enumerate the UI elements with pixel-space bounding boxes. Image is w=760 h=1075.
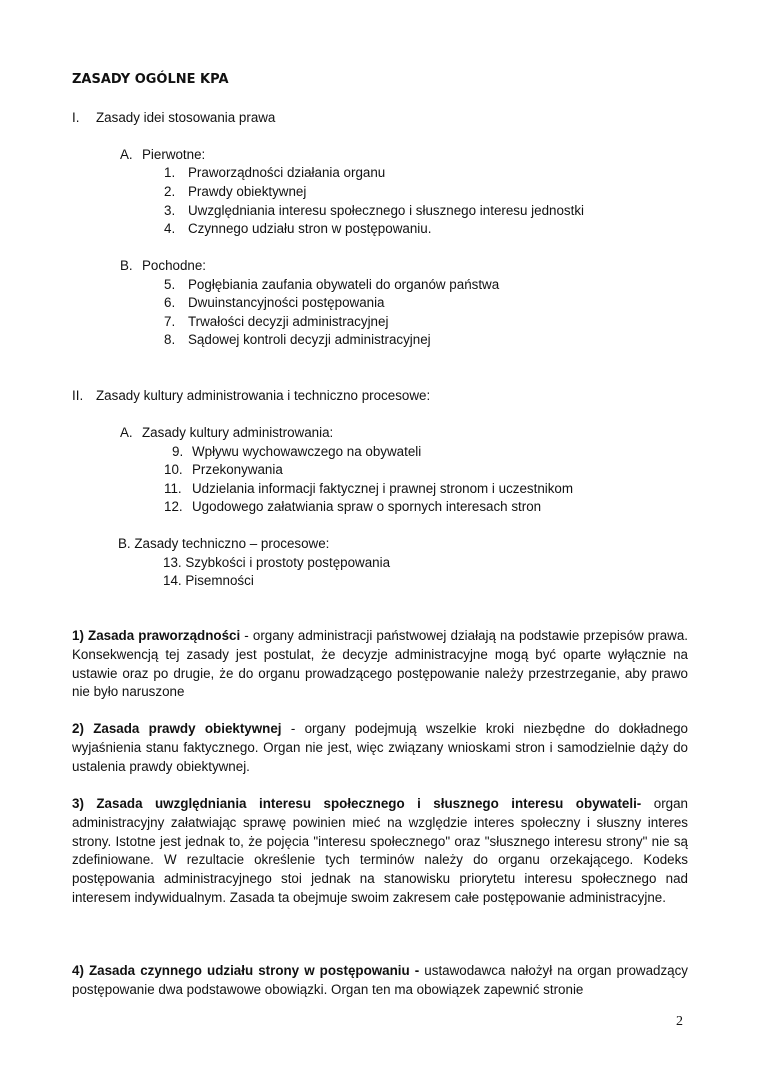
section-2-group-a-title: Zasady kultury administrowania: [142,425,334,440]
list-item-number: 10. [164,462,183,477]
paragraph-body: ustawodawca nałożył na organ prowadzący postępowanie dwa podstawowe obowiązki. Organ ten ma obowiązek zapewnić stronie [72,963,688,997]
list-item-number: 1. [164,165,176,180]
section-1-group-b-title: Pochodne: [142,258,207,273]
list-item-text: Prawdy obiektywnej [188,184,307,199]
principle-paragraph-3 [72,795,688,908]
list-item-number: 8. [164,332,176,347]
list-item-text: Trwałości decyzji administracyjnej [188,314,389,329]
list-item: 13. Szybkości i prostoty postępowania [163,555,391,570]
list-item-text: Uwzględniania interesu społecznego i słusznego interesu jednostki [188,203,585,218]
section-2-group-a-letter: A. [120,425,133,440]
section-1-group-a-title: Pierwotne: [142,147,206,162]
principle-paragraph-1 [72,627,688,702]
list-item-number: 2. [164,184,176,199]
list-item-number: 6. [164,295,176,310]
list-item-text: Ugodowego załatwiania spraw o spornych interesach stron [192,499,542,514]
list-item-number: 5. [164,277,176,292]
page-number: 2 [676,1014,683,1029]
section-1-title: Zasady idei stosowania prawa [96,110,276,125]
paragraph-body: - organy administracji państwowej działają na podstawie przepisów prawa. Konsekwencją tej zasady jest postulat, że decyzje administracyjne mogą być oparte wyłącznie na ustawie oraz po drugie, że do organu prowadzącego postępowanie należy przestrzeganie, aby prawo nie było naruszone [72,628,688,700]
list-item-number: 4. [164,221,176,236]
section-2-group-b-title: B. Zasady techniczno – procesowe: [118,536,330,551]
list-item-number: 11. [164,481,182,496]
section-2-roman: II. [72,388,84,403]
paragraph-heading: 2) Zasada prawdy obiektywnej [72,721,282,736]
section-1-group-a-letter: A. [120,147,133,162]
list-item-text: Praworządności działania organu [188,165,386,180]
list-item-text: Czynnego udziału stron w postępowaniu. [188,221,432,236]
paragraph-body: - organy podejmują wszelkie kroki niezbędne do dokładnego wyjaśnienia stanu faktycznego. Organ nie jest, więc związany wnioskami stron i samodzielnie dąży do ustalenia prawdy obiektywnej. [72,721,688,774]
section-1-group-b-letter: B. [120,258,133,273]
list-item-text: Pogłębiania zaufania obywateli do organów państwa [188,277,500,292]
list-item-text: Udzielania informacji faktycznej i prawnej stronom i uczestnikom [192,481,574,496]
paragraph-body: organ administracyjny załatwiając sprawę powinien mieć na względzie interes społeczny i słuszny interes strony. Istotne jest jednak to, że pojęcia "interesu społecznego" oraz "słusznego interesu strony" nie są zdefiniowane. W rezultacie określenie tych terminów należy do organu orzekającego. Kodeks postępowania administracyjnego stoi jednak na stanowisku priorytetu interesu społecznego nad interesem indywidualnym. Zasada ta obejmuje swoim zakresem całe postępowanie administracyjne. [72,796,688,905]
paragraph-heading: 3) Zasada uwzględniania interesu społecznego i słusznego interesu obywateli- [72,796,642,811]
section-2-title: Zasady kultury administrowania i techniczno procesowe: [96,388,431,403]
section-1-roman: I. [72,110,80,125]
principle-paragraph-2 [72,720,688,776]
paragraph-heading: 1) Zasada praworządności [72,628,241,643]
list-item-text: Wpływu wychowawczego na obywateli [192,444,422,459]
principle-paragraph-4 [72,962,688,1000]
document-title: ZASADY OGÓLNE KPA [72,72,229,87]
list-item-number: 9. [172,444,184,459]
list-item-text: Przekonywania [192,462,283,477]
paragraph-heading: 4) Zasada czynnego udziału strony w postępowaniu - [72,963,420,978]
list-item-number: 3. [164,203,176,218]
list-item-text: Sądowej kontroli decyzji administracyjnej [188,332,431,347]
list-item-text: Dwuinstancyjności postępowania [188,295,385,310]
list-item: 14. Pisemności [163,573,254,588]
list-item-number: 12. [164,499,183,514]
list-item-number: 7. [164,314,176,329]
